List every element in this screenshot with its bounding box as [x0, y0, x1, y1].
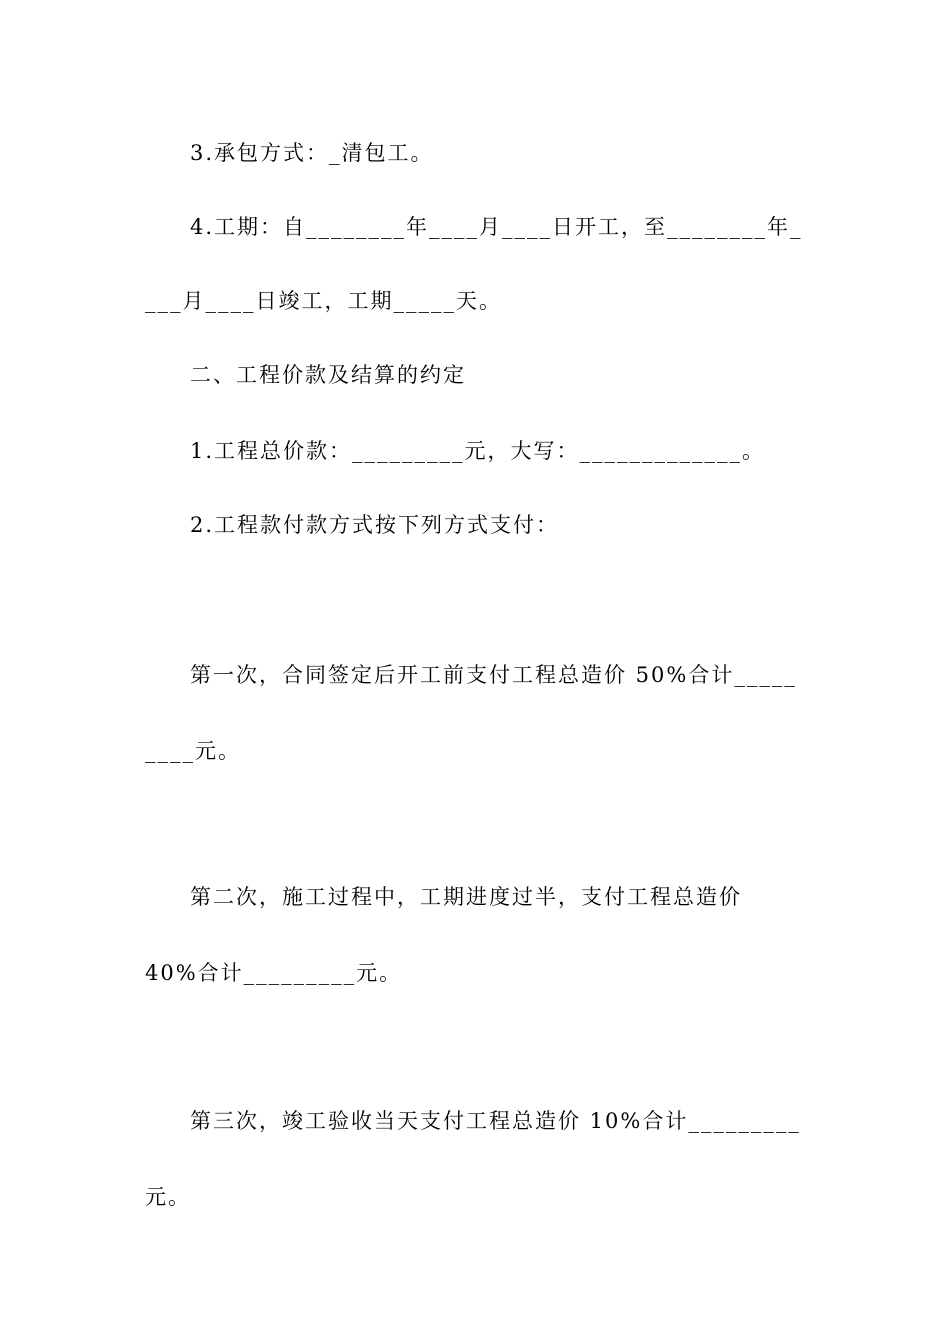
total-price-line: 1.工程总价款：_________元，大写：_____________。: [190, 439, 766, 463]
first-payment-continued-line: ____元。: [145, 739, 241, 763]
section-heading: 二、工程价款及结算的约定: [190, 363, 466, 387]
contract-mode-line: 3.承包方式：_清包工。: [190, 141, 434, 165]
first-payment-line: 第一次，合同签定后开工前支付工程总造价 50%合计_____: [190, 663, 797, 687]
construction-period-continued-line: ___月____日竣工，工期_____天。: [145, 289, 502, 313]
construction-period-line: 4.工期：自________年____月____日开工，至________年_: [190, 215, 803, 239]
payment-method-line: 2.工程款付款方式按下列方式支付：: [190, 513, 560, 537]
third-payment-continued-line: 元。: [145, 1185, 191, 1209]
second-payment-continued-line: 40%合计_________元。: [145, 961, 403, 985]
third-payment-line: 第三次，竣工验收当天支付工程总造价 10%合计_________: [190, 1109, 801, 1133]
second-payment-line: 第二次，施工过程中，工期进度过半，支付工程总造价: [190, 885, 742, 909]
